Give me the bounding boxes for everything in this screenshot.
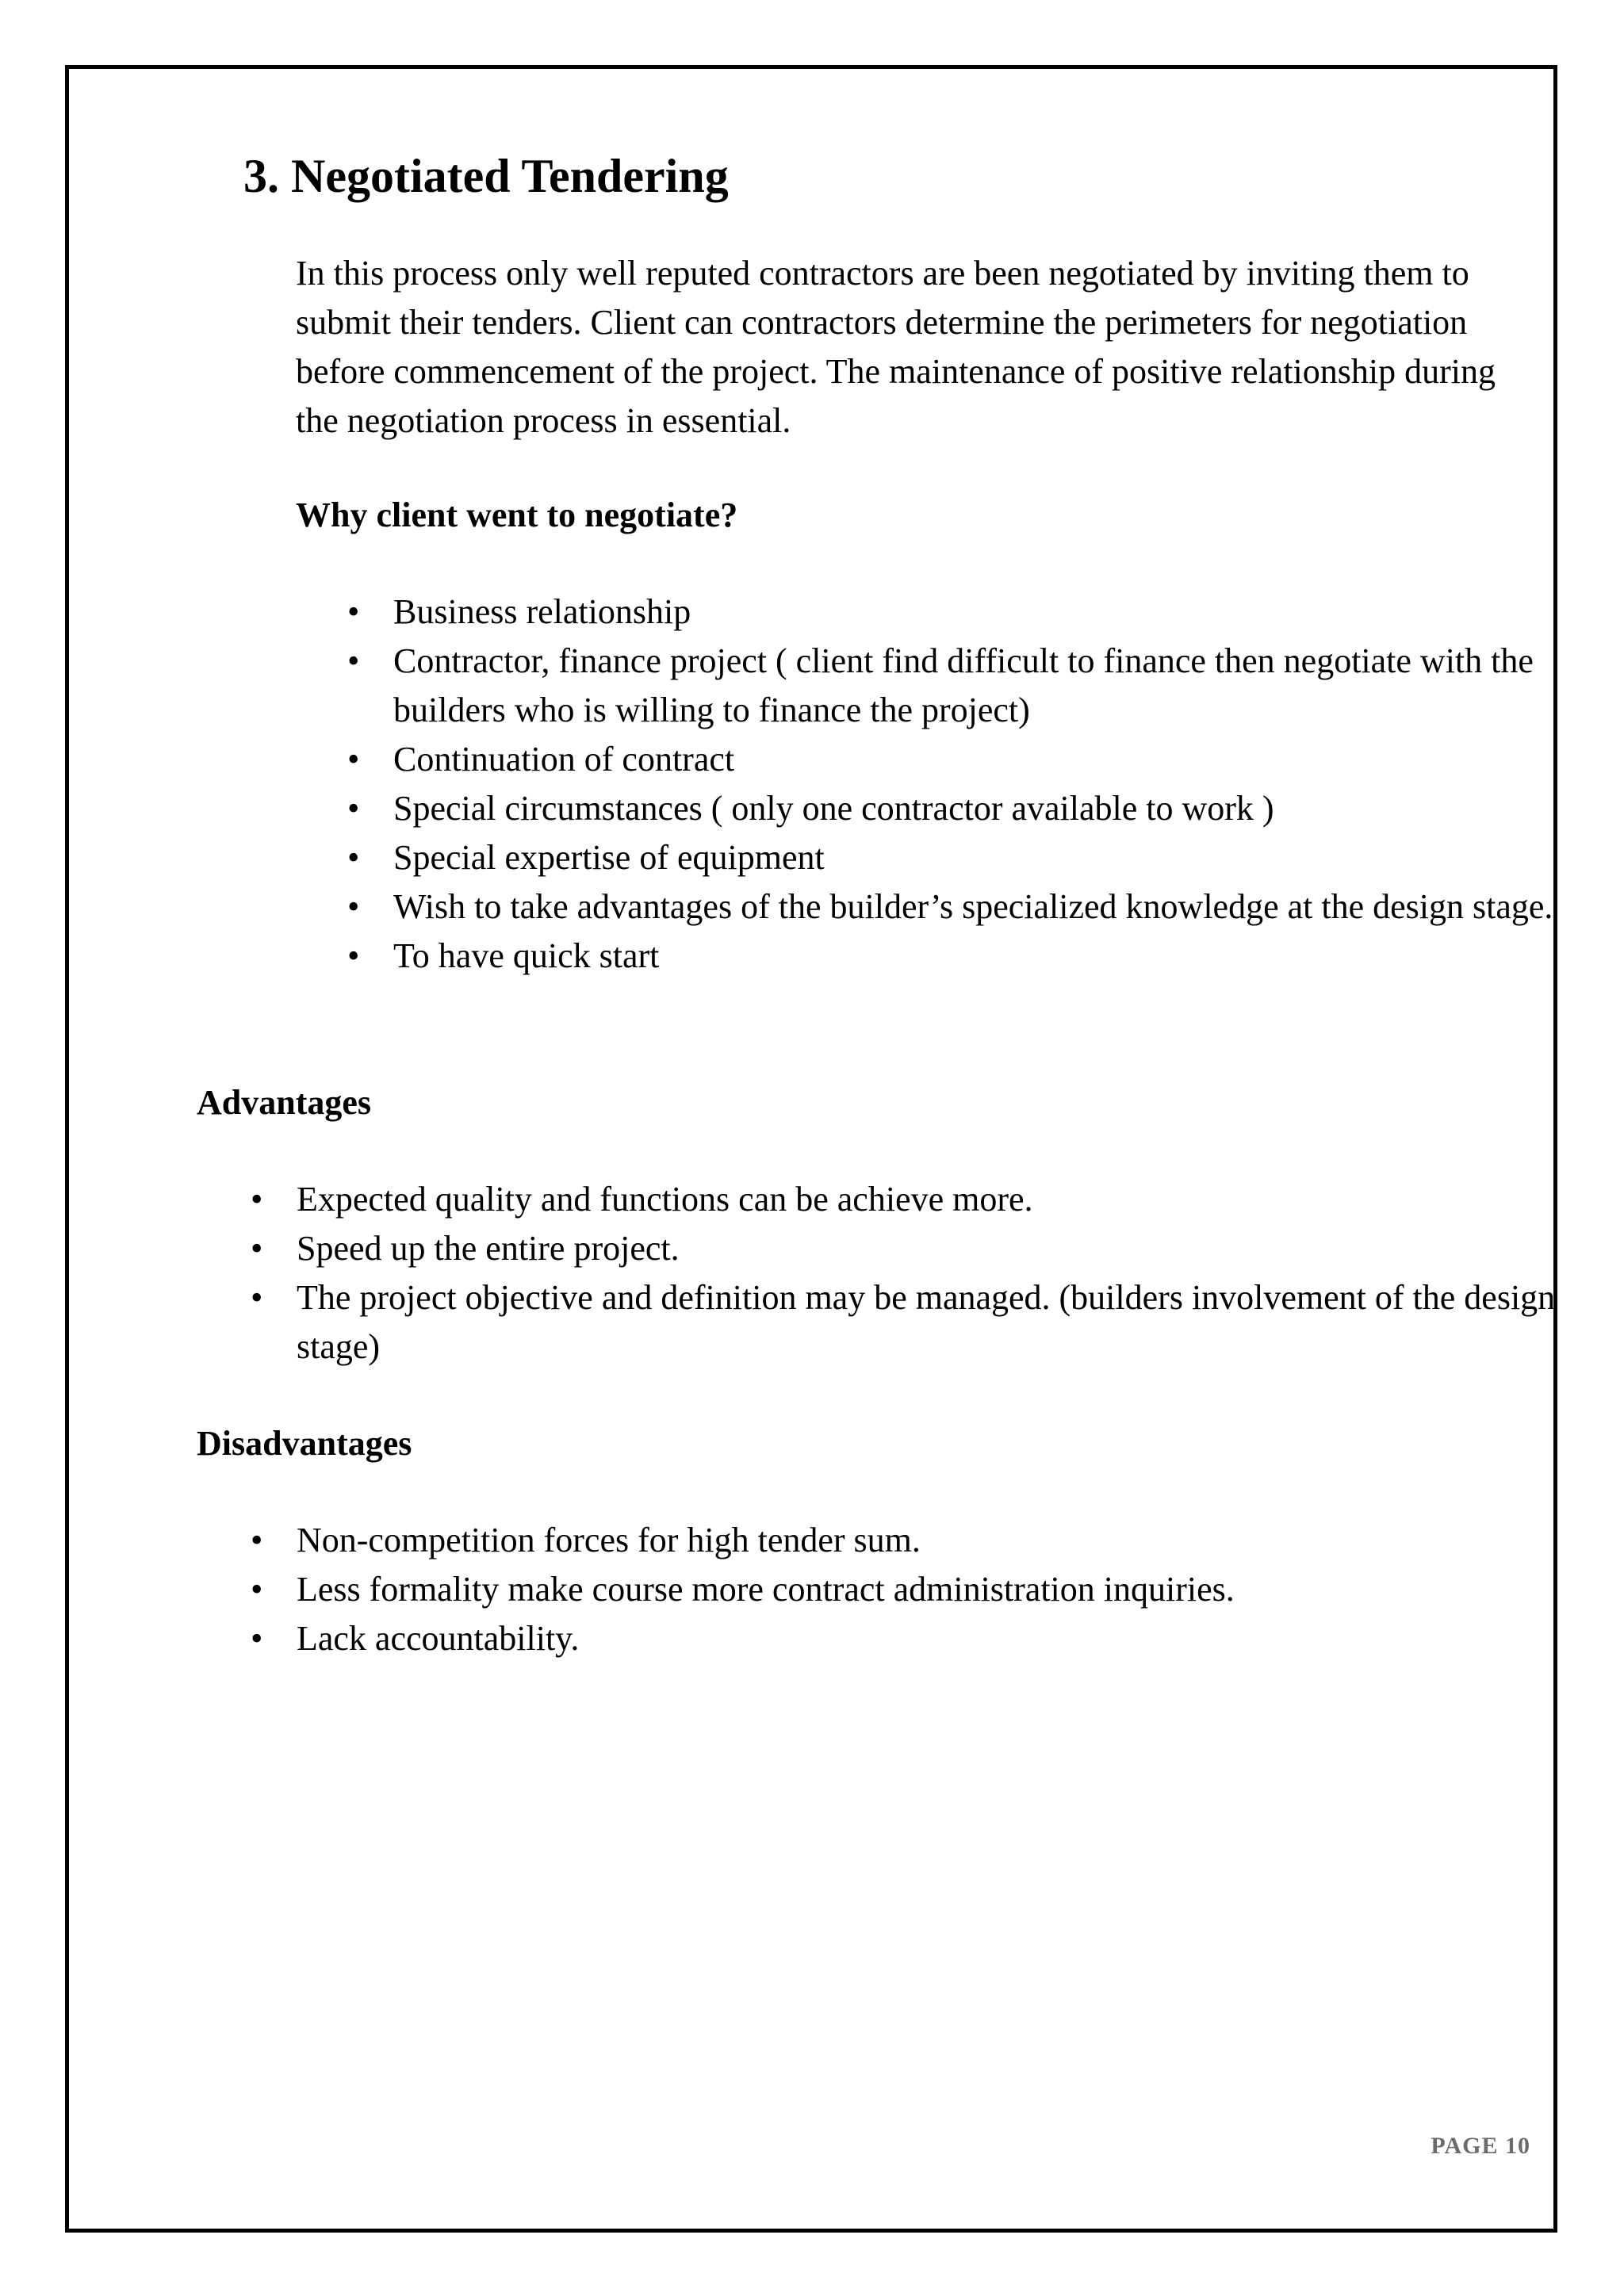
list-item: • Speed up the entire project.	[297, 1224, 1597, 1273]
section-title: 3. Negotiated Tendering	[243, 150, 729, 202]
list-item: • Business relationship	[393, 587, 1599, 637]
disadvantages-list	[243, 1516, 1597, 1663]
reasons-list	[340, 587, 1599, 981]
list-item: • Non-competition forces for high tender sum.	[297, 1516, 1597, 1565]
list-item: • Continuation of contract	[393, 735, 1599, 784]
disadvantages-heading: Disadvantages	[197, 1424, 412, 1463]
list-item: • Lack accountability.	[297, 1614, 1597, 1663]
intro-paragraph: In this process only well reputed contractors are been negotiated by inviting them to submit their tenders. Client can contractors determine the perimeters for negotiation before commencement of the project. The maintenance of positive relationship during the negotiation process in essential.	[296, 254, 1496, 440]
why-heading: Why client went to negotiate?	[296, 496, 738, 534]
advantages-list	[243, 1175, 1597, 1372]
list-item: • To have quick start	[393, 932, 1599, 981]
list-item: • Less formality make course more contract administration inquiries.	[297, 1565, 1597, 1614]
list-item: • The project objective and definition may be managed. (builders involvement of the design stage)	[297, 1273, 1597, 1372]
list-item: • Special circumstances ( only one contractor available to work )	[393, 784, 1599, 833]
list-item: • Special expertise of equipment	[393, 833, 1599, 882]
list-item: • Expected quality and functions can be achieve more.	[297, 1175, 1597, 1224]
list-item: • Wish to take advantages of the builder’s specialized knowledge at the design stage.	[393, 882, 1599, 932]
advantages-heading: Advantages	[197, 1083, 372, 1122]
page-number: PAGE 10	[1431, 2133, 1530, 2159]
list-item: • Contractor, finance project ( client find difficult to finance then negotiate with the builders who is willing to finance the project)	[393, 637, 1599, 735]
